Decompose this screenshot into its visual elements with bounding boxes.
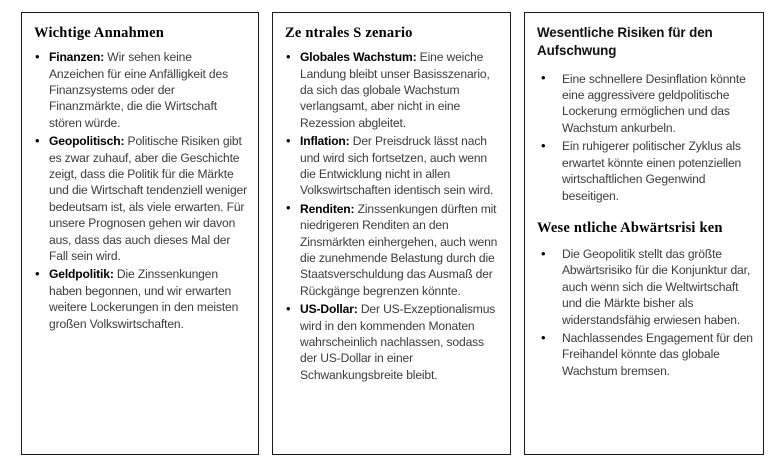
panel-content (273, 13, 510, 389)
panel-content (22, 13, 258, 338)
list-item (284, 133, 500, 199)
panel-key-risks (524, 12, 764, 455)
bullet-text: Der Preisdruck lässt nach und wird sich fortsetzen, auch wenn die Entwicklung nicht in allen Volkswirtschaften identisch sein wird. (300, 134, 494, 198)
list-item (536, 71, 753, 137)
list-item (33, 133, 248, 264)
bullet-text: Der US-Exzeptionalismus wird in den kommenden Monaten wahrscheinlich nachlassen, sodass der US-Dollar in einer Schwankungsbreite bleibt. (300, 302, 496, 382)
panel-central-scenario (272, 12, 511, 455)
bullet-text: Ein ruhigerer politischer Zyklus als erwartet könnte einen potenziellen wirtschaftlichen Gegenwind beseitigen. (562, 139, 742, 203)
bullet-list-downside-risks (536, 246, 753, 379)
bullet-list-upside-risks (536, 71, 753, 204)
bullet-text: Wir sehen keine Anzeichen für eine Anfälligkeit des Finanzsystems oder der Finanzmärkte, die die Wirtschaft stören würde. (49, 50, 228, 130)
list-item (536, 330, 753, 379)
list-item (284, 301, 500, 383)
panel-key-assumptions (21, 12, 259, 455)
panel-subheading-downside-risks: Wese ntliche Abwärtsrisi ken (537, 219, 723, 236)
bullet-text: Politische Risiken gibt es zwar zuhauf, aber die Geschichte zeigt, dass die Politik für die Märkte und die Wirtschaft tendenziell weniger bedeutsam ist, als viele erwarten. Für unsere Prognosen gehen wir davon aus, dass das auch dieses Mal der Fall sein wird. (49, 134, 247, 263)
list-item (284, 201, 500, 299)
list-item (33, 266, 248, 332)
bullet-label: Geldpolitik: (49, 267, 114, 282)
bullet-text: Die Zinssenkungen haben begonnen, und wir erwarten weitere Lockerungen in den meisten großen Volkswirtschaften. (49, 267, 239, 331)
bullet-text: Die Geopolitik stellt das größte Abwärtsrisiko für die Konjunktur dar, auch wenn sich die Weltwirtschaft und die Märkte bisher als widerstandsfähig erwiesen haben. (562, 247, 751, 327)
panel-heading-upside-risks: Wesentliche Risiken für den Aufschwung (537, 25, 713, 58)
bullet-text: Nachlassendes Engagement für den Freihandel könnte das globale Wachstum bremsen. (562, 331, 753, 378)
bullet-text: Zinssenkungen dürften mit niedrigeren Renditen an den Zinsmärkten einhergehen, auch wenn die zunehmende Belastung durch die Staatsverschuldung das Ausmaß der Rückgänge begrenzen könnte. (300, 201, 498, 298)
panel-content (525, 13, 763, 385)
bullet-label: Inflation: (300, 134, 350, 149)
bullet-list-central-scenario (284, 49, 500, 383)
list-item (536, 138, 753, 204)
panel-heading-central-scenario: Ze ntrales S zenario (285, 25, 413, 41)
panel-heading-key-assumptions: Wichtige Annahmen (34, 25, 165, 41)
bullet-label: Finanzen: (49, 50, 105, 65)
list-item (284, 49, 500, 131)
bullet-label: Globales Wachstum: (300, 50, 417, 65)
bullet-list-key-assumptions (33, 49, 248, 332)
bullet-label: US-Dollar: (300, 302, 358, 317)
bullet-text: Eine schnellere Desinflation könnte eine aggressivere geldpolitische Lockerung ermöglichen und das Wachstum ankurbeln. (562, 71, 746, 135)
bullet-label: Geopolitisch: (49, 134, 125, 149)
bullet-text: Eine weiche Landung bleibt unser Basisszenario, da sich das globale Wachstum verlangsamt, aber nicht in eine Rezession abgleitet. (300, 50, 490, 130)
list-item (33, 49, 248, 131)
list-item (536, 246, 753, 328)
bullet-label: Renditen: (300, 201, 355, 216)
